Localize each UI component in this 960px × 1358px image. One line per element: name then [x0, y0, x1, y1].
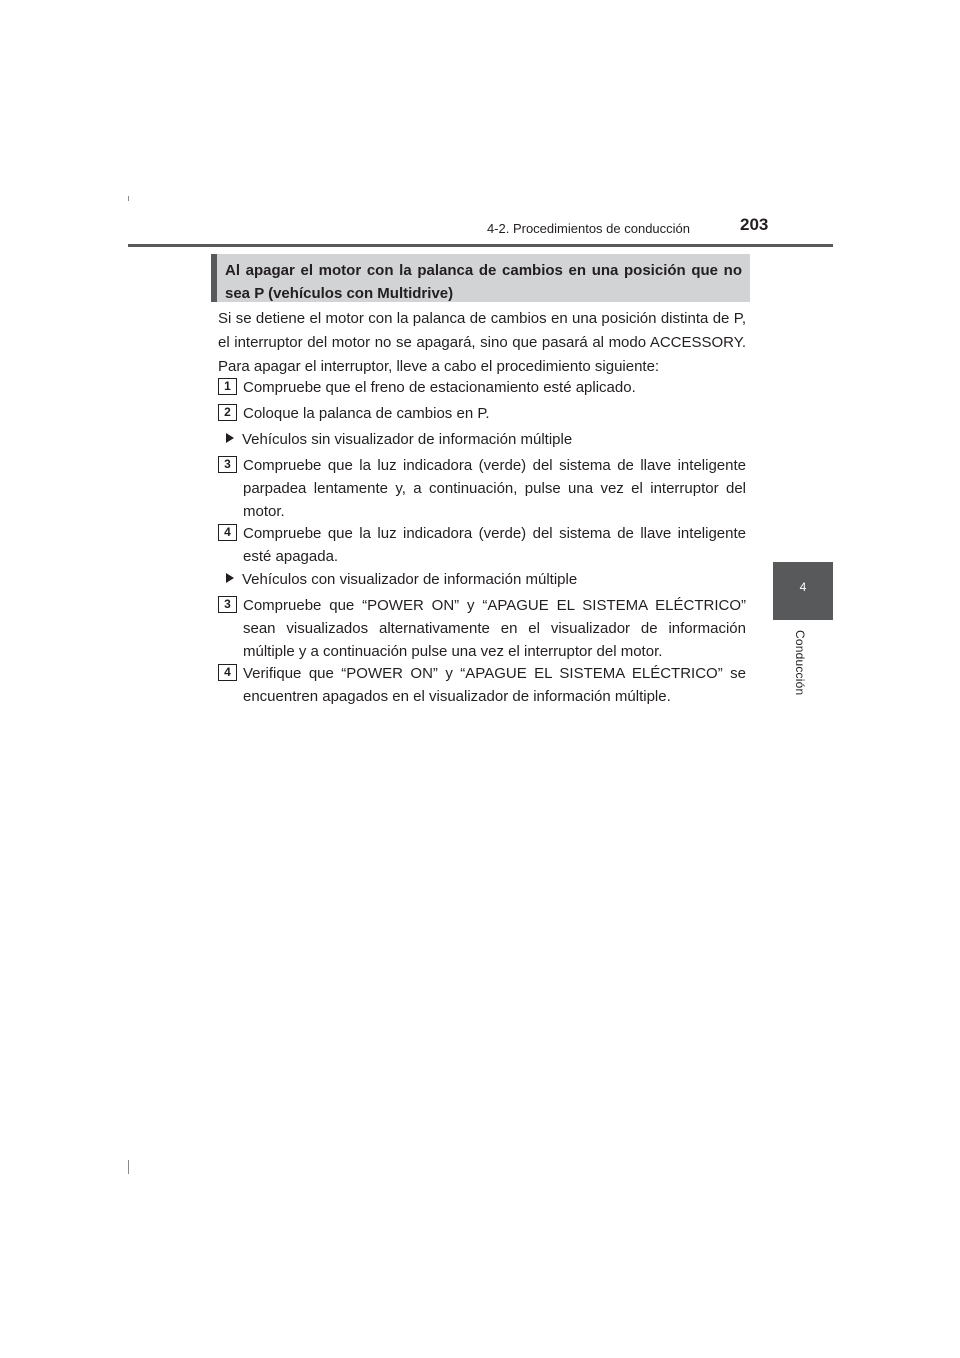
crop-mark-top: [128, 196, 129, 201]
section-heading-box: [211, 254, 750, 302]
subheading-with-display: [226, 568, 746, 591]
step-item: [218, 376, 746, 399]
step-number-badge: 4: [218, 664, 237, 681]
step-item: [218, 594, 746, 663]
step-number-badge: 4: [218, 524, 237, 541]
section-title: 4-2. Procedimientos de conducción: [486, 221, 690, 236]
step-number-badge: 1: [218, 378, 237, 395]
triangle-bullet-icon: [226, 573, 234, 583]
step-item: [218, 522, 746, 568]
step-text: Coloque la palanca de cambios en P.: [243, 405, 490, 422]
header-rule: [128, 244, 833, 247]
subheading-text: Vehículos sin visualizador de información múltiple: [242, 431, 573, 448]
step-number-badge: 2: [218, 404, 237, 421]
step-text: Compruebe que “POWER ON” y “APAGUE EL SISTEMA ELÉCTRICO” sean visualizados alternativamente en el visualizador de información múltiple y a continuación pulse una vez el interruptor del motor.: [243, 597, 746, 660]
chapter-label: Conducción: [793, 630, 807, 696]
triangle-bullet-icon: [226, 433, 234, 443]
step-text: Compruebe que el freno de estacionamiento esté aplicado.: [243, 379, 636, 396]
crop-mark-bottom: [128, 1160, 129, 1174]
section-heading: Al apagar el motor con la palanca de cambios en una posición que no sea P (vehículos con Multidrive): [225, 262, 742, 302]
subheading-text: Vehículos con visualizador de información múltiple: [242, 571, 578, 588]
chapter-tab: [773, 562, 833, 620]
subheading-without-display: [226, 428, 746, 451]
step-number-badge: 3: [218, 596, 237, 613]
step-item: [218, 454, 746, 523]
page-number: 203: [740, 215, 769, 234]
chapter-number: 4: [799, 580, 807, 594]
step-number-badge: 3: [218, 456, 237, 473]
step-item: [218, 662, 746, 708]
step-item: [218, 402, 746, 425]
step-text: Compruebe que la luz indicadora (verde) del sistema de llave inteligente parpadea lentamente y, a continuación, pulse una vez el interruptor del motor.: [243, 457, 746, 520]
step-text: Verifique que “POWER ON” y “APAGUE EL SISTEMA ELÉCTRICO” se encuentren apagados en el visualizador de información múltiple.: [243, 665, 746, 705]
intro-paragraph: Si se detiene el motor con la palanca de cambios en una posición distinta de P, el interruptor del motor no se apagará, sino que pasará al modo ACCESSORY. Para apagar el interruptor, lleve a cabo el procedimiento siguiente:: [218, 310, 746, 375]
step-text: Compruebe que la luz indicadora (verde) del sistema de llave inteligente esté apagada.: [243, 525, 746, 565]
